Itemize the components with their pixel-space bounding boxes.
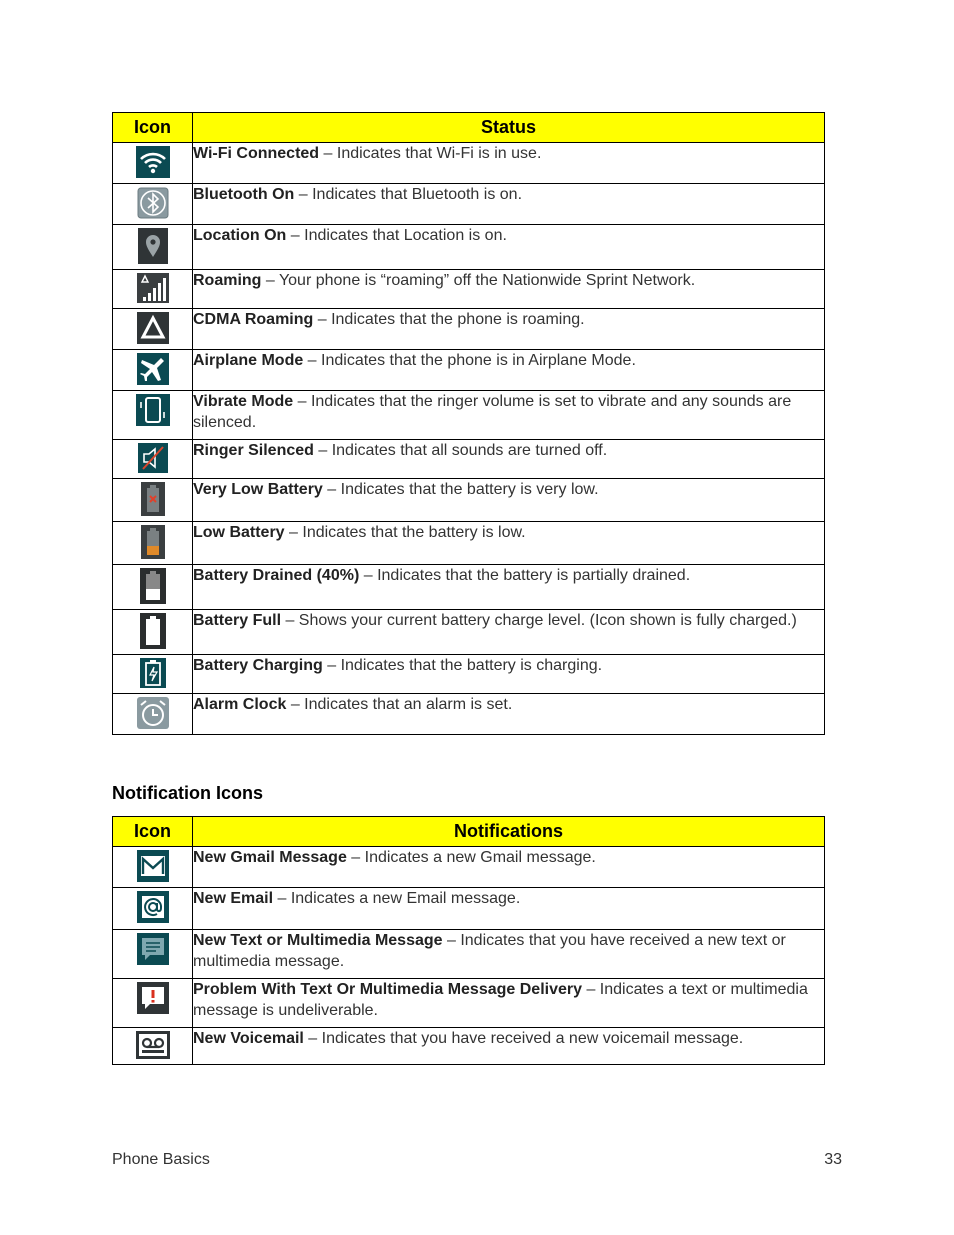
- battery-very-low-icon: [141, 482, 165, 516]
- status-text: – Indicates that Bluetooth is on.: [294, 186, 523, 203]
- airplane-icon: [137, 353, 169, 385]
- wifi-icon: [136, 146, 170, 178]
- status-title: Battery Charging: [193, 657, 323, 674]
- message-problem-icon: [137, 982, 169, 1014]
- status-text: – Indicates that Location is on.: [286, 227, 507, 244]
- notification-text: – Indicates that you have received a new text or multimedia message.: [193, 932, 786, 970]
- table-header-row: [113, 113, 825, 143]
- notification-description: [193, 979, 825, 1028]
- status-title: Battery Drained (40%): [193, 567, 360, 584]
- column-header-notifications: Notifications: [193, 817, 825, 847]
- table-row: [113, 309, 825, 350]
- notification-title: New Text or Multimedia Message: [193, 932, 443, 949]
- status-title: Ringer Silenced: [193, 442, 314, 459]
- table-row: [113, 694, 825, 735]
- status-description: [193, 694, 825, 735]
- table-row: [113, 930, 825, 979]
- battery-low-icon: [141, 525, 165, 559]
- status-description: [193, 350, 825, 391]
- table-row: [113, 522, 825, 565]
- alarm-clock-icon: [137, 697, 169, 729]
- email-icon: [137, 891, 169, 923]
- notification-text: – Indicates that you have received a new voicemail message.: [303, 1030, 744, 1047]
- status-description: [193, 225, 825, 270]
- ringer-silenced-icon: [138, 443, 168, 473]
- notification-title: New Voicemail: [193, 1030, 304, 1047]
- table-row: [113, 655, 825, 694]
- notification-description: [193, 847, 825, 888]
- voicemail-icon: [136, 1031, 170, 1059]
- table-row: [113, 565, 825, 610]
- status-title: Low Battery: [193, 524, 285, 541]
- table-row: [113, 143, 825, 184]
- section-heading: Notification Icons: [112, 783, 264, 803]
- status-description: [193, 479, 825, 522]
- table-row: [113, 184, 825, 225]
- text-message-icon: [137, 933, 169, 965]
- column-header-status: Status: [193, 113, 825, 143]
- column-header-icon: Icon: [113, 113, 193, 143]
- notification-title: New Email: [193, 890, 274, 907]
- notification-description: [193, 930, 825, 979]
- status-description: [193, 309, 825, 350]
- notification-title: Problem With Text Or Multimedia Message Delivery: [193, 981, 582, 998]
- table-row: [113, 391, 825, 440]
- status-text: – Indicates that the battery is partially drained.: [359, 567, 691, 584]
- cdma-roaming-icon: [137, 312, 169, 344]
- status-description: [193, 440, 825, 479]
- table-row: [113, 479, 825, 522]
- status-icons-table: [112, 112, 825, 735]
- table-row: [113, 1028, 825, 1065]
- notification-text: – Indicates a new Gmail message.: [346, 849, 596, 866]
- table-row: [113, 847, 825, 888]
- location-icon: [138, 228, 168, 264]
- notification-icons-table: [112, 816, 825, 1065]
- status-text: – Indicates that Wi-Fi is in use.: [319, 145, 542, 162]
- status-text: – Your phone is “roaming” off the Nationwide Sprint Network.: [261, 272, 696, 289]
- status-title: Location On: [193, 227, 287, 244]
- status-text: – Shows your current battery charge level. (Icon shown is fully charged.): [281, 612, 797, 629]
- table-row: [113, 440, 825, 479]
- notification-description: [193, 1028, 825, 1065]
- status-title: Alarm Clock: [193, 696, 287, 713]
- status-text: – Indicates that the phone is in Airplane Mode.: [303, 352, 636, 369]
- status-title: Wi-Fi Connected: [193, 145, 320, 162]
- table-row: [113, 270, 825, 309]
- column-header-icon: Icon: [113, 817, 193, 847]
- status-title: Roaming: [193, 272, 262, 289]
- table-row: [113, 979, 825, 1028]
- status-title: Battery Full: [193, 612, 282, 629]
- table-row: [113, 888, 825, 930]
- battery-charging-icon: [140, 658, 166, 688]
- battery-drained-icon: [140, 568, 166, 604]
- status-text: – Indicates that the ringer volume is set to vibrate and any sounds are silenced.: [193, 393, 792, 431]
- table-row: [113, 225, 825, 270]
- status-text: – Indicates that the phone is roaming.: [313, 311, 585, 328]
- status-text: – Indicates that the battery is low.: [284, 524, 526, 541]
- status-title: Airplane Mode: [193, 352, 304, 369]
- notification-text: – Indicates a text or multimedia message is undeliverable.: [193, 981, 808, 1019]
- status-text: – Indicates that the battery is charging.: [322, 657, 603, 674]
- vibrate-icon: [136, 394, 170, 426]
- status-description: [193, 655, 825, 694]
- roaming-signal-icon: [137, 273, 169, 303]
- status-description: [193, 522, 825, 565]
- bluetooth-icon: [137, 187, 169, 219]
- status-description: [193, 270, 825, 309]
- status-title: Very Low Battery: [193, 481, 323, 498]
- table-row: [113, 610, 825, 655]
- status-description: [193, 391, 825, 440]
- status-text: – Indicates that an alarm is set.: [286, 696, 513, 713]
- status-text: – Indicates that the battery is very low.: [322, 481, 599, 498]
- status-title: CDMA Roaming: [193, 311, 314, 328]
- table-row: [113, 350, 825, 391]
- status-title: Vibrate Mode: [193, 393, 294, 410]
- notification-title: New Gmail Message: [193, 849, 347, 866]
- notification-description: [193, 888, 825, 930]
- status-description: [193, 565, 825, 610]
- status-text: – Indicates that all sounds are turned off.: [313, 442, 608, 459]
- battery-full-icon: [140, 613, 166, 649]
- status-description: [193, 184, 825, 225]
- table-header-row: [113, 817, 825, 847]
- status-title: Bluetooth On: [193, 186, 295, 203]
- notification-text: – Indicates a new Email message.: [273, 890, 521, 907]
- footer-page-number: 33: [824, 1151, 842, 1168]
- status-description: [193, 610, 825, 655]
- status-description: [193, 143, 825, 184]
- footer-section-name: Phone Basics: [112, 1151, 210, 1168]
- gmail-icon: [137, 850, 169, 882]
